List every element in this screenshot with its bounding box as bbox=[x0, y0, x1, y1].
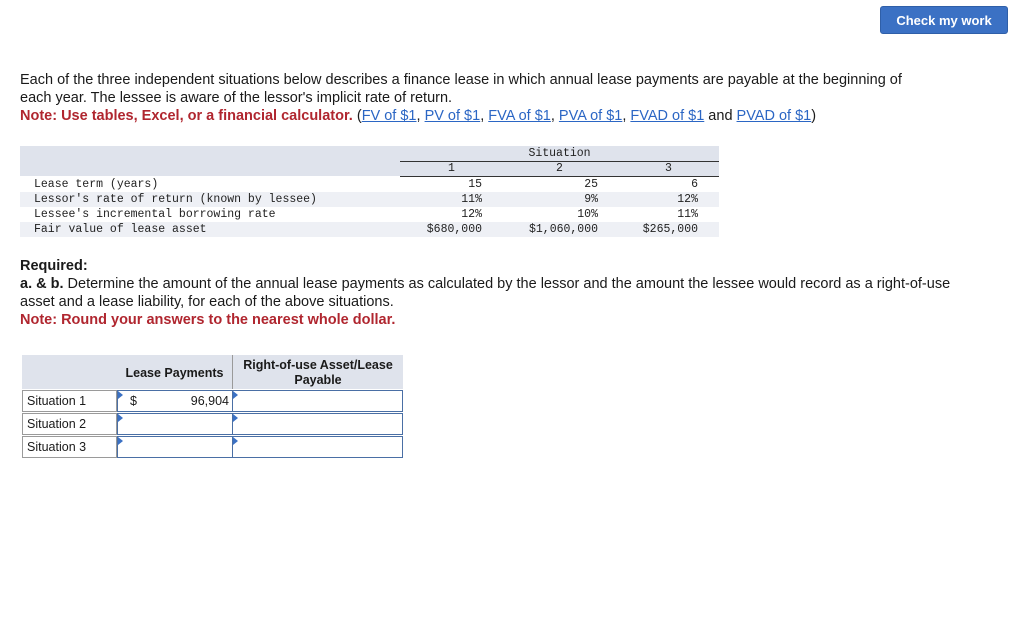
row-label-situation-3: Situation 3 bbox=[22, 436, 117, 458]
row-label: Lease term (years) bbox=[34, 178, 159, 191]
situation-group-header: Situation bbox=[528, 147, 591, 160]
lease-payment-input-3[interactable] bbox=[117, 436, 233, 458]
col-header-3: 3 bbox=[665, 162, 672, 175]
link-pv[interactable]: PV of $1 bbox=[424, 108, 481, 124]
rou-asset-input-2[interactable] bbox=[232, 413, 403, 435]
row-label: Lessee's incremental borrowing rate bbox=[34, 208, 276, 221]
cell: 11% bbox=[461, 193, 482, 206]
row-label: Fair value of lease asset bbox=[34, 223, 207, 236]
input-value: 96,904 bbox=[190, 394, 229, 408]
cell: 11% bbox=[677, 208, 698, 221]
flag-icon bbox=[118, 391, 123, 399]
cell: 25 bbox=[584, 178, 598, 191]
check-my-work-button[interactable]: Check my work bbox=[880, 6, 1008, 34]
col-header-1: 1 bbox=[448, 162, 455, 175]
lease-payment-input-2[interactable] bbox=[117, 413, 233, 435]
flag-icon bbox=[233, 437, 238, 445]
flag-icon bbox=[118, 437, 123, 445]
cell: $680,000 bbox=[426, 223, 482, 236]
flag-icon bbox=[118, 414, 123, 422]
link-fv[interactable]: FV of $1 bbox=[361, 108, 417, 124]
col-rou-asset: Right-of-use Asset/Lease Payable bbox=[243, 358, 393, 387]
part-label: a. & b. bbox=[20, 276, 64, 292]
cell: 15 bbox=[468, 178, 482, 191]
link-pva[interactable]: PVA of $1 bbox=[558, 108, 623, 124]
link-fvad[interactable]: FVAD of $1 bbox=[630, 108, 705, 124]
flag-icon bbox=[233, 391, 238, 399]
intro-text: Each of the three independent situations below describes a finance lease in which annual lease payments are payable at the beginning of each year. The lessee is aware of the lessor's implicit rate of return. bbox=[20, 72, 902, 106]
cell: 12% bbox=[677, 193, 698, 206]
rou-asset-input-1[interactable] bbox=[232, 390, 403, 412]
link-fva[interactable]: FVA of $1 bbox=[488, 108, 551, 124]
col-lease-payments: Lease Payments bbox=[125, 366, 224, 380]
currency-symbol: $ bbox=[130, 394, 137, 408]
col-header-2: 2 bbox=[556, 162, 563, 175]
link-pvad[interactable]: PVAD of $1 bbox=[736, 108, 812, 124]
problem-intro: Each of the three independent situations below describes a finance lease in which annual lease payments are payable at the beginning of each year. The lessee is aware of the lessor's implicit rate of return. Note: Use tables, Excel, or a financial calculator. (FV of $1, PV of $1, FVA of $1, PVA of $1, FVAD of $1 and PVAD of $1) bbox=[20, 72, 902, 124]
cell: 10% bbox=[577, 208, 598, 221]
intro-note: Note: Use tables, Excel, or a financial calculator. bbox=[20, 108, 353, 124]
required-section bbox=[20, 257, 980, 329]
flag-icon bbox=[233, 414, 238, 422]
required-title: Required: bbox=[20, 258, 88, 274]
cell: 9% bbox=[584, 193, 598, 206]
cell: $1,060,000 bbox=[528, 223, 598, 236]
rou-asset-input-3[interactable] bbox=[232, 436, 403, 458]
row-label-situation-2: Situation 2 bbox=[22, 413, 117, 435]
required-text: Determine the amount of the annual lease payments as calculated by the lessor and the amount the lessee would record as a right-of-use asset and a lease liability, for each of the above situations. bbox=[20, 276, 951, 310]
row-label-situation-1: Situation 1 bbox=[22, 390, 117, 412]
lease-payment-input-1[interactable] bbox=[117, 390, 233, 412]
cell: $265,000 bbox=[642, 223, 698, 236]
cell: 6 bbox=[691, 178, 698, 191]
rounding-note: Note: Round your answers to the nearest whole dollar. bbox=[20, 312, 396, 328]
row-label: Lessor's rate of return (known by lessee) bbox=[34, 193, 317, 206]
cell: 12% bbox=[461, 208, 482, 221]
